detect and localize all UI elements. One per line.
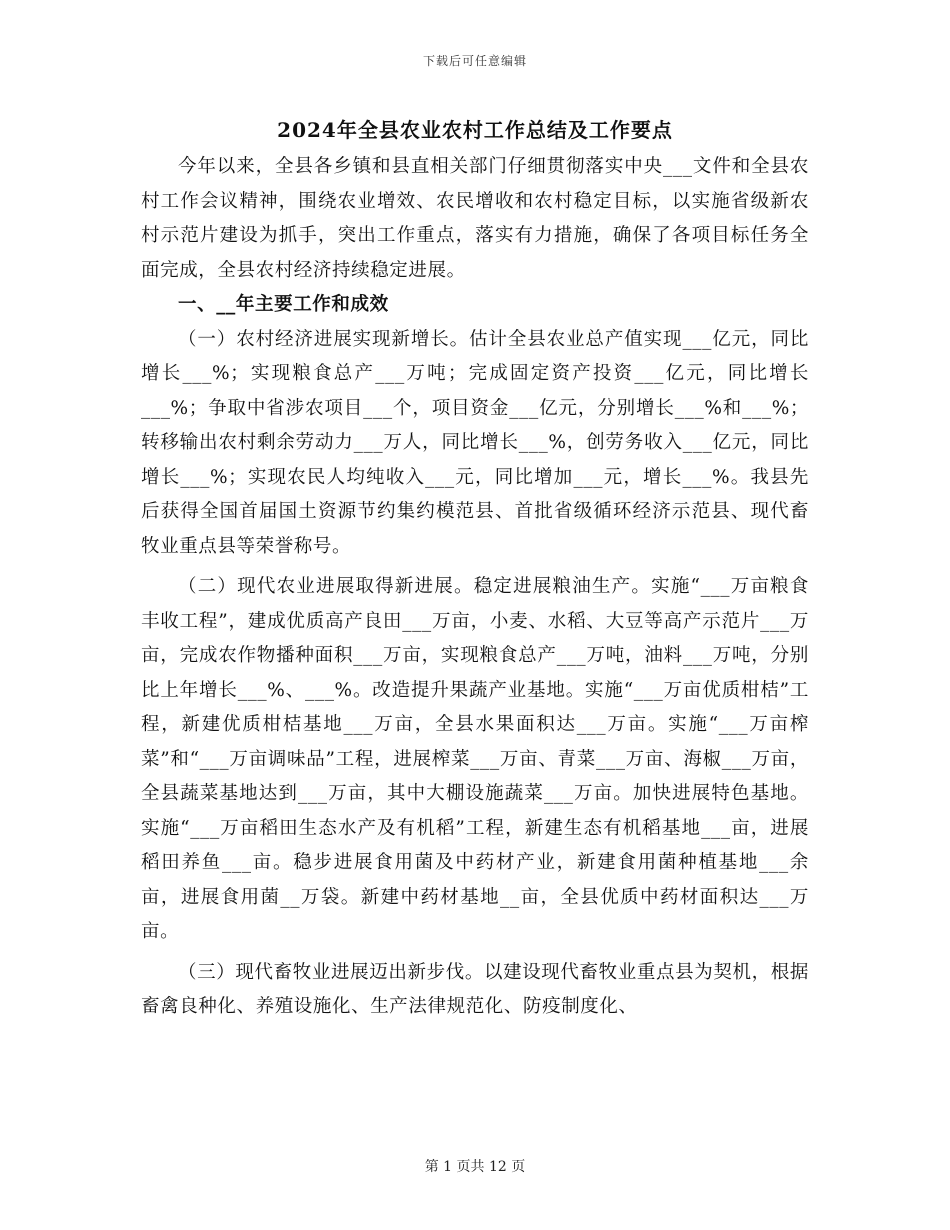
- header-note: 下载后可任意编辑: [422, 54, 527, 68]
- paragraph-rural-economy: （一）农村经济进展实现新增长。估计全县农业总产值实现___亿元，同比增长___%；实现粮食总产___万吨；完成固定资产投资___亿元，同比增长___%；争取中省涉农项目___个，项目资金___亿元，分别增长___%和___%；转移输出农村剩余劳动力___万人，同比增长___%，创劳务收入___亿元，同比增长___%；实现农民人均纯收入___元，同比增加___元，增长___%。我县先后获得全国首届国土资源节约集约模范县、首批省级循环经济示范县、现代畜牧业重点县等荣誉称号。: [141, 328, 809, 557]
- paragraph-modern-agriculture: （二）现代农业进展取得新进展。稳定进展粮油生产。实施“___万亩粮食丰收工程”，建成优质高产良田___万亩，小麦、水稻、大豆等高产示范片___万亩，完成农作物播种面积___万亩，实现粮食总产___万吨，油料___万吨，分别比上年增长___%、___%。改造提升果蔬产业基地。实施“___万亩优质柑桔”工程，新建优质柑桔基地___万亩，全县水果面积达___万亩。实施“___万亩榨菜”和“___万亩调味品”工程，进展榨菜___万亩、青菜___万亩、海椒___万亩，全县蔬菜基地达到___万亩，其中大棚设施蔬菜___万亩。加快进展特色基地。实施“___万亩稻田生态水产及有机稻”工程，新建生态有机稻基地___亩，进展稻田养鱼___亩。稳步进展食用菌及中药材产业，新建食用菌种植基地___余亩，进展食用菌__万袋。新建中药材基地__亩，全县优质中药材面积达___万亩。: [141, 576, 809, 942]
- section-heading: 一、__年主要工作和成效: [178, 294, 389, 315]
- paragraph-animal-husbandry: （三）现代畜牧业进展迈出新步伐。以建设现代畜牧业重点县为契机，根据畜禽良种化、养殖设施化、生产法律规范化、防疫制度化、: [141, 961, 809, 1017]
- intro-paragraph: 今年以来，全县各乡镇和县直相关部门仔细贯彻落实中央___文件和全县农村工作会议精神，围绕农业增效、农民增收和农村稳定目标，以实施省级新农村示范片建设为抓手，突出工作重点，落实有力措施，确保了各项目标任务全面完成，全县农村经济持续稳定进展。: [141, 156, 809, 281]
- document-body: [141, 150, 809, 1025]
- page-footer: 第 1 页共 12 页: [424, 1159, 526, 1175]
- document-title: 2024年全县农业农村工作总结及工作要点: [277, 118, 673, 142]
